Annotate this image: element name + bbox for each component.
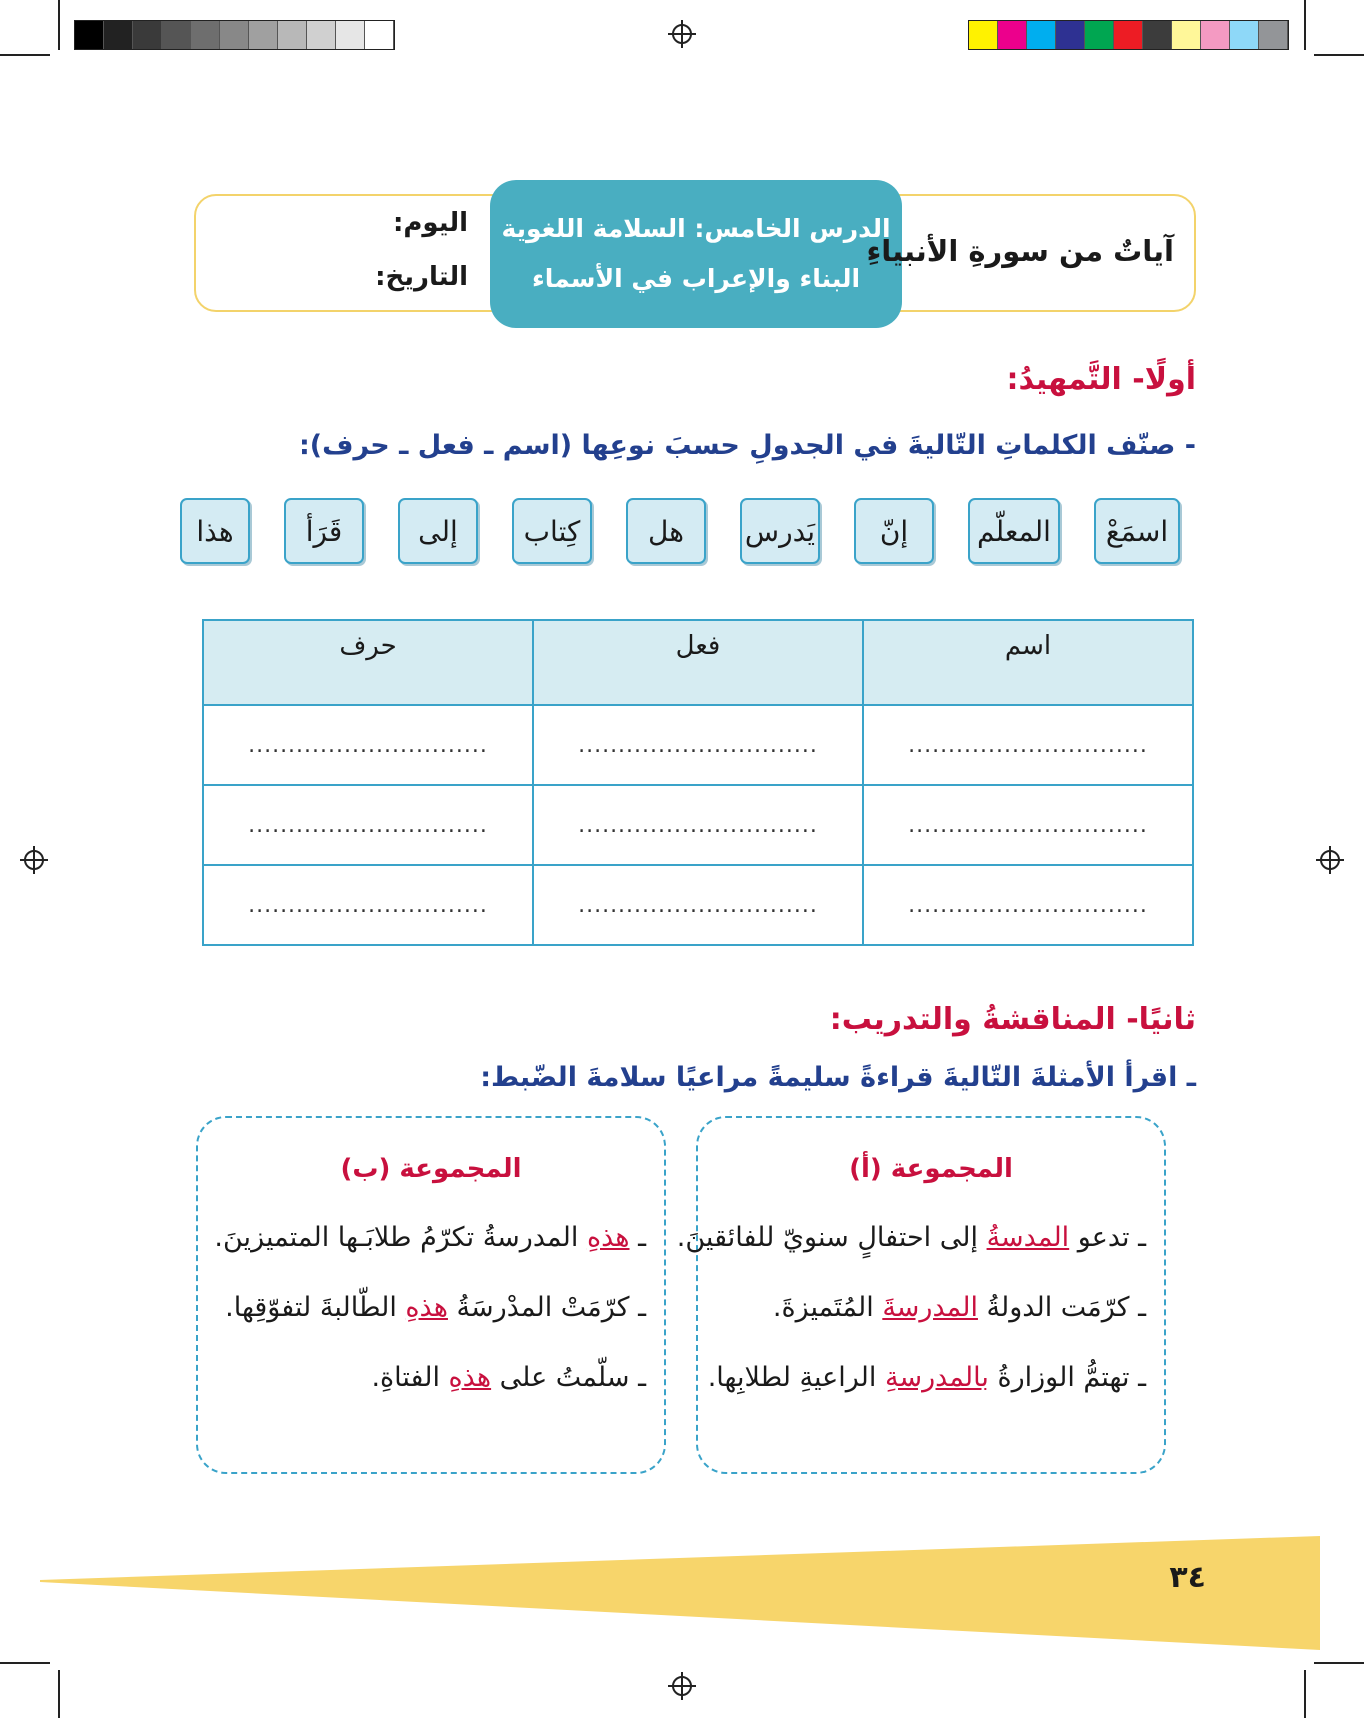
grey-swatch [307, 21, 336, 49]
word-card[interactable]: كِتاب [512, 498, 592, 564]
classification-table [202, 619, 1194, 946]
highlighted-word: هذهِ [586, 1222, 630, 1253]
color-swatch [969, 21, 998, 49]
color-swatch [1114, 21, 1143, 49]
color-swatch [1056, 21, 1085, 49]
grey-swatch [365, 21, 394, 49]
grey-swatch [191, 21, 220, 49]
word-card[interactable]: إنّ [854, 498, 934, 564]
section-title-discussion: ثانيًا- المناقشةُ والتدريب: [829, 1002, 1196, 1037]
color-swatch [1027, 21, 1056, 49]
answer-cell[interactable]: .............................. [533, 865, 863, 945]
color-swatch [1259, 21, 1288, 49]
answer-cell[interactable]: .............................. [203, 705, 533, 785]
color-swatch [1230, 21, 1259, 49]
group-b-title: المجموعة (ب) [340, 1154, 522, 1184]
grey-swatch [75, 21, 104, 49]
answer-cell[interactable]: .............................. [533, 785, 863, 865]
grayscale-calibration-bar [74, 20, 395, 50]
table-row [203, 785, 1193, 865]
instruction-read: ـ اقرأ الأمثلةَ التّاليةَ قراءةً سليمةً مراعيًا سلامةَ الضّبط: [480, 1062, 1196, 1093]
group-b-example: ـ كرّمَتْ المدْرسَةُ هذهِ الطّالبةَ لتفوّقِها. [225, 1292, 646, 1323]
table-row [203, 865, 1193, 945]
word-card[interactable]: اسمَعْ [1094, 498, 1180, 564]
page-number: ٣٤ [1169, 1560, 1206, 1595]
instruction-classify: - صنّف الكلماتِ التّاليةَ في الجدولِ حسبَ نوعِها (اسم ـ فعل ـ حرف): [298, 430, 1196, 461]
grey-swatch [162, 21, 191, 49]
lesson-title: الدرس الخامس: السلامة اللغوية [501, 214, 891, 243]
answer-cell[interactable]: .............................. [533, 705, 863, 785]
crop-mark [58, 0, 60, 50]
crop-mark [1304, 0, 1306, 50]
word-card[interactable]: المعلّم [968, 498, 1060, 564]
answer-cell[interactable]: .............................. [863, 705, 1193, 785]
grey-swatch [249, 21, 278, 49]
color-swatch [998, 21, 1027, 49]
highlighted-word: المدسةُ [986, 1222, 1070, 1253]
group-a-example: ـ تدعو المدسةُ إلى احتفالٍ سنويّ للفائقينَ. [676, 1222, 1146, 1253]
grey-swatch [220, 21, 249, 49]
answer-cell[interactable]: .............................. [863, 785, 1193, 865]
answer-cell[interactable]: .............................. [203, 865, 533, 945]
word-bank [180, 498, 1180, 566]
highlighted-word: هذهِ [448, 1362, 492, 1393]
column-header-noun: اسم [863, 620, 1193, 705]
date-field-label: التاريخ: [375, 262, 468, 292]
lesson-subtitle: البناء والإعراب في الأسماء [531, 264, 861, 293]
group-a-example: ـ كرّمَت الدولةُ المدرسةَ المُتَميزةَ. [772, 1292, 1146, 1323]
registration-mark-icon [672, 24, 692, 44]
color-swatch [1143, 21, 1172, 49]
grey-swatch [104, 21, 133, 49]
column-header-particle: حرف [203, 620, 533, 705]
grey-swatch [133, 21, 162, 49]
crop-mark [0, 54, 50, 56]
unit-title: آياتٌ من سورةِ الأنبياءِ [866, 234, 1174, 268]
crop-mark [1314, 54, 1364, 56]
lesson-title-box [490, 180, 902, 328]
word-card[interactable]: هذا [180, 498, 250, 564]
answer-cell[interactable]: .............................. [203, 785, 533, 865]
word-card[interactable]: هل [626, 498, 706, 564]
column-header-verb: فعل [533, 620, 863, 705]
color-calibration-bar [968, 20, 1289, 50]
registration-mark-icon [24, 850, 44, 870]
highlighted-word: هذهِ [405, 1292, 448, 1323]
group-b-example: ـ هذهِ المدرسةُ تكرّمُ طلابَـها المتميزينَ. [214, 1222, 646, 1253]
color-swatch [1172, 21, 1201, 49]
word-card[interactable]: يَدرس [740, 498, 820, 564]
grey-swatch [278, 21, 307, 49]
footer-accent-band [40, 1530, 1330, 1690]
section-title-intro: أولًا- التَّمهيدُ: [1006, 362, 1196, 397]
day-field-label: اليوم: [392, 208, 468, 238]
color-swatch [1085, 21, 1114, 49]
group-a-title: المجموعة (أ) [849, 1154, 1013, 1184]
highlighted-word: بالمدرسةِ [884, 1362, 989, 1393]
color-swatch [1201, 21, 1230, 49]
group-b-example: ـ سلّمتُ على هذهِ الفتاةِ. [371, 1362, 646, 1393]
word-card[interactable]: إلى [398, 498, 478, 564]
registration-mark-icon [1320, 850, 1340, 870]
table-row [203, 705, 1193, 785]
grey-swatch [336, 21, 365, 49]
word-card[interactable]: قَرَأ [284, 498, 364, 564]
highlighted-word: المدرسةَ [882, 1292, 978, 1323]
answer-cell[interactable]: .............................. [863, 865, 1193, 945]
group-a-example: ـ تهتمُّ الوزارةُ بالمدرسةِ الراعيةِ لطلابِها. [707, 1362, 1146, 1393]
